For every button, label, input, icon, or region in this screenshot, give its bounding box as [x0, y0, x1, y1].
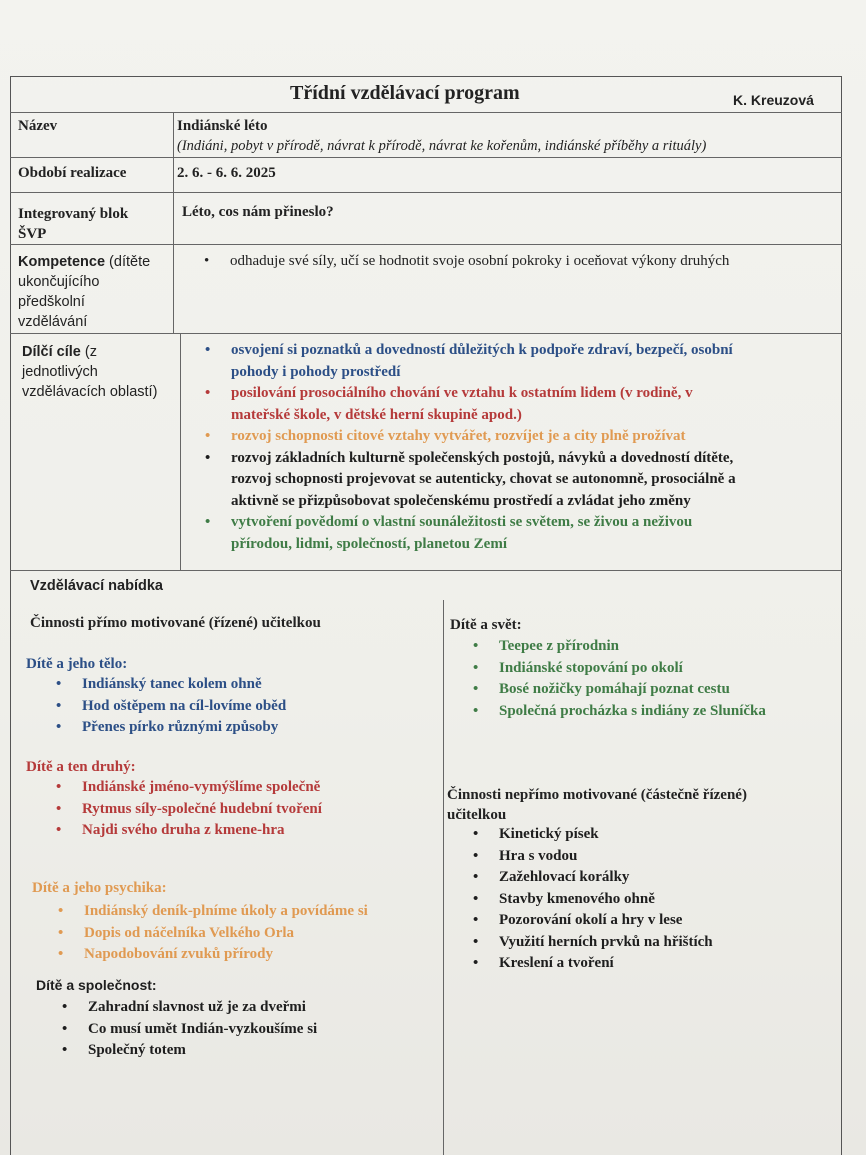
row-divider-nazev — [10, 157, 842, 158]
other-list — [56, 777, 322, 842]
goal-item — [205, 383, 736, 426]
goals-list — [205, 340, 736, 555]
society-activity-item: • Zahradní slavnost už je za dveřmi — [62, 997, 317, 1019]
goal-line: • rozvoj základních kulturně společenských postojů, návyků a dovedností dítěte, — [231, 449, 734, 466]
indirect-heading-line2: učitelkou — [447, 807, 507, 823]
society-heading: Dítě a společnost: — [36, 977, 157, 993]
goal-item — [205, 512, 736, 555]
indirect-activity-item: • Využití herních prvků na hřištích — [473, 932, 713, 954]
indirect-activity-item: • Kreslení a tvoření — [473, 953, 713, 975]
psyche-heading: Dítě a jeho psychika: — [32, 880, 167, 896]
other-activity-item: • Najdi svého druha z kmene-hra — [56, 820, 322, 842]
row-divider-header — [10, 112, 842, 113]
goal-item — [205, 448, 736, 513]
obdobi-value: 2. 6. - 6. 6. 2025 — [177, 165, 276, 181]
blok-value: Léto, cos nám přineslo? — [182, 204, 334, 220]
kompetence-bullet: • — [204, 253, 210, 269]
other-heading: Dítě a ten druhý: — [26, 759, 136, 775]
indirect-activity-item: • Stavby kmenového ohně — [473, 889, 713, 911]
cile-label-line2: jednotlivých — [22, 364, 98, 380]
goal-line: přírodou, lidmi, společností, planetou Zemí — [231, 535, 508, 552]
kompetence-label-paren: (dítěte — [105, 254, 151, 270]
kompetence-value: odhaduje své síly, učí se hodnotit svoje osobní pokroky i oceňovat výkony druhých — [230, 253, 730, 269]
goal-line: • rozvoj schopnosti citové vztahy vytvářet, rozvíjet je a city plně prožívat — [231, 428, 686, 444]
goal-line: • posilování prosociálního chování ve vztahu k ostatním lidem (v rodině, v — [231, 385, 693, 401]
other-activity-item: • Rytmus síly-společné hudební tvoření — [56, 799, 322, 821]
psyche-activity-item: • Napodobování zvuků přírody — [58, 944, 368, 966]
psyche-list — [58, 901, 368, 966]
blok-label-line2: ŠVP — [18, 226, 47, 242]
goal-line: rozvoj schopnosti projevovat se autenticky, chovat se autonomně, prosociálně a — [231, 471, 736, 487]
goal-line: • osvojení si poznatků a dovedností důležitých k podpoře zdraví, bezpečí, osobní — [231, 342, 733, 358]
world-activity-item: • Společná procházka s indiány ze Sluníčka — [473, 701, 766, 723]
column-divider-offer — [443, 600, 444, 1155]
body-activity-item: • Indiánský tanec kolem ohně — [56, 674, 286, 696]
offer-heading: Vzdělávací nabídka — [30, 578, 163, 594]
kompetence-label-bold: Kompetence — [18, 254, 106, 270]
society-activity-item: • Společný totem — [62, 1040, 317, 1062]
goal-line: • vytvoření povědomí o vlastní sounáležitosti se světem, se živou a neživou — [231, 514, 693, 530]
kompetence-label-line3: předškolní — [18, 294, 85, 310]
other-activity-item: • Indiánské jméno-vymýšlíme společně — [56, 777, 322, 799]
column-divider-upper — [173, 112, 174, 333]
psyche-activity-item: • Dopis od náčelníka Velkého Orla — [58, 923, 368, 945]
world-activity-item: • Bosé nožičky pomáhají poznat cestu — [473, 679, 766, 701]
world-heading: Dítě a svět: — [450, 617, 522, 633]
direct-heading: Činnosti přímo motivované (řízené) učitelkou — [30, 615, 321, 631]
goal-line: mateřské škole, v dětské herní skupině apod.) — [231, 406, 522, 423]
indirect-activity-item: • Pozorování okolí a hry v lese — [473, 910, 713, 932]
body-activity-item: • Přenes pírko různými způsoby — [56, 717, 286, 739]
body-activity-item: • Hod oštěpem na cíl-lovíme oběd — [56, 696, 286, 718]
kompetence-label-line2: ukončujícího — [18, 274, 100, 290]
body-heading: Dítě a jeho tělo: — [26, 656, 128, 672]
cile-label-bold: Dílčí cíle — [22, 344, 81, 360]
row-divider-kompetence — [10, 333, 842, 334]
world-activity-item: • Teepee z přírodnin — [473, 636, 766, 658]
society-activity-item: • Co musí umět Indián-vyzkoušíme si — [62, 1019, 317, 1041]
nazev-title: Indiánské léto — [177, 118, 268, 134]
cile-label-line1 — [22, 342, 97, 362]
row-divider-obdobi — [10, 192, 842, 193]
nazev-label: Název — [18, 118, 58, 134]
goal-line: aktivně se přizpůsobovat společenskému prostředí a zvládat jeho změny — [231, 492, 691, 509]
nazev-subtitle: (Indiáni, pobyt v přírodě, návrat k přírodě, návrat ke kořenům, indiánské příběhy a rituály) — [177, 138, 707, 154]
cile-label-paren: (z — [80, 344, 97, 360]
body-list — [56, 674, 286, 739]
blok-label-line1: Integrovaný blok — [18, 206, 129, 222]
world-list — [473, 636, 766, 722]
indirect-heading-line1: Činnosti nepřímo motivované (částečně řízené) — [447, 787, 747, 803]
goal-item — [205, 340, 736, 383]
obdobi-label: Období realizace — [18, 165, 127, 181]
indirect-activity-item: • Kinetický písek — [473, 824, 713, 846]
world-activity-item: • Indiánské stopování po okolí — [473, 658, 766, 680]
goal-item — [205, 426, 736, 448]
indirect-list — [473, 824, 713, 975]
author-name: K. Kreuzová — [733, 92, 814, 108]
kompetence-label-line4: vzdělávání — [18, 314, 88, 330]
psyche-activity-item: • Indiánský deník-plníme úkoly a povídáme si — [58, 901, 368, 923]
row-divider-blok — [10, 244, 842, 245]
goal-line: pohody i pohody prostředí — [231, 363, 401, 380]
column-divider-goals — [180, 333, 181, 570]
row-divider-cile — [10, 570, 842, 571]
indirect-activity-item: • Hra s vodou — [473, 846, 713, 868]
page-title: Třídní vzdělávací program — [290, 82, 520, 104]
kompetence-label-line1 — [18, 252, 150, 272]
society-list — [62, 997, 317, 1062]
cile-label-line3: vzdělávacích oblastí) — [22, 384, 158, 400]
indirect-activity-item: • Zažehlovací korálky — [473, 867, 713, 889]
